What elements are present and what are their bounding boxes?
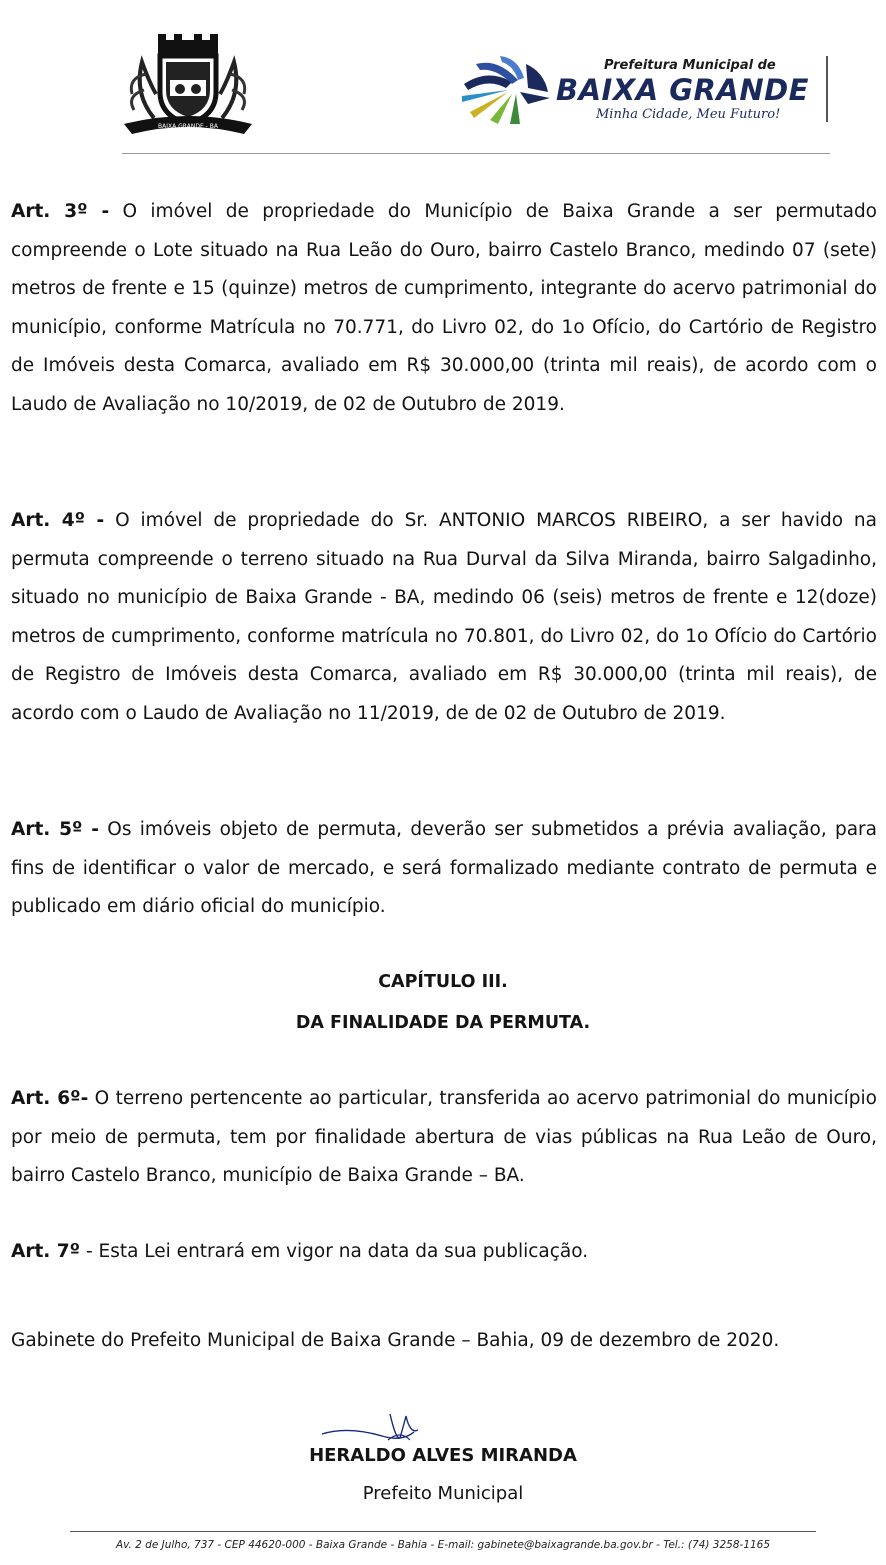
- article-3: [11, 193, 877, 425]
- coat-of-arms-label: BAIXA GRANDE - BA: [158, 123, 218, 130]
- article-7-label: Art. 7º: [11, 1241, 81, 1262]
- article-4-label: Art. 4º -: [11, 510, 105, 531]
- article-6-text: O terreno pertencente ao particular, transferida ao acervo patrimonial do município por meio de permuta, tem por finalidade abertura de vias públicas na Rua Leão de Ouro, bairro Castelo Branco, município de Baixa Grande – BA.: [11, 1088, 877, 1187]
- article-6: [11, 1080, 877, 1196]
- footer-address: Av. 2 de Julho, 737 - CEP 44620-000 - Baixa Grande - Bahia - E-mail: gabinete@baixagrande.ba.gov.br - Tel.: (74) 3258-1165: [115, 1539, 771, 1551]
- signatory-role: Prefeito Municipal: [362, 1483, 524, 1504]
- chapter-title: DA FINALIDADE DA PERMUTA.: [295, 1013, 591, 1033]
- article-7-text: - Esta Lei entrará em vigor na data da sua publicação.: [80, 1241, 589, 1262]
- footer-rule: [70, 1531, 816, 1532]
- article-5: [11, 811, 877, 927]
- article-6-label: Art. 6º-: [11, 1088, 89, 1109]
- signatory-name: HERALDO ALVES MIRANDA: [309, 1445, 577, 1466]
- logo-divider: [826, 56, 828, 122]
- article-4: [11, 502, 877, 734]
- municipal-logo-icon: [458, 54, 554, 126]
- article-3-text: O imóvel de propriedade do Município de Baixa Grande a ser permutado compreende o Lote situado na Rua Leão do Ouro, bairro Castelo Branco, medindo 07 (sete) metros de frente e 15 (quinze) metros de cumprimento, integrante do acervo patrimonial do município, conforme Matrícula no 70.771, do Livro 02, do 1o Ofício, do Cartório de Registro de Imóveis desta Comarca, avaliado em R$ 30.000,00 (trinta mil reais), de acordo com o Laudo de Avaliação no 10/2019, de 02 de Outubro de 2019.: [11, 201, 877, 415]
- logo-name: BAIXA GRANDE: [556, 73, 809, 107]
- coat-of-arms-icon: [120, 34, 256, 136]
- article-5-label: Art. 5º -: [11, 819, 99, 840]
- article-7: [11, 1233, 877, 1272]
- article-3-label: Art. 3º -: [11, 201, 110, 222]
- header-rule: [122, 153, 830, 154]
- municipal-logo: [556, 58, 818, 124]
- article-5-text: Os imóveis objeto de permuta, deverão ser submetidos a prévia avaliação, para fins de identificar o valor de mercado, e será formalizado mediante contrato de permuta e publicado em diário oficial do município.: [11, 819, 877, 918]
- logo-slogan: Minha Cidade, Meu Futuro!: [596, 107, 781, 122]
- closing-line: Gabinete do Prefeito Municipal de Baixa Grande – Bahia, 09 de dezembro de 2020.: [11, 1330, 780, 1351]
- chapter-number: CAPÍTULO III.: [378, 972, 508, 992]
- article-4-text: O imóvel de propriedade do Sr. ANTONIO MARCOS RIBEIRO, a ser havido na permuta compreende o terreno situado na Rua Durval da Silva Miranda, bairro Salgadinho, situado no município de Baixa Grande - BA, medindo 06 (seis) metros de frente e 12(doze) metros de cumprimento, conforme matrícula no 70.801, do Livro 02, do 1o Ofício do Cartório de Registro de Imóveis desta Comarca, avaliado em R$ 30.000,00 (trinta mil reais), de acordo com o Laudo de Avaliação no 11/2019, de de 02 de Outubro de 2019.: [11, 510, 877, 724]
- logo-prefix: Prefeitura Municipal de: [604, 58, 776, 73]
